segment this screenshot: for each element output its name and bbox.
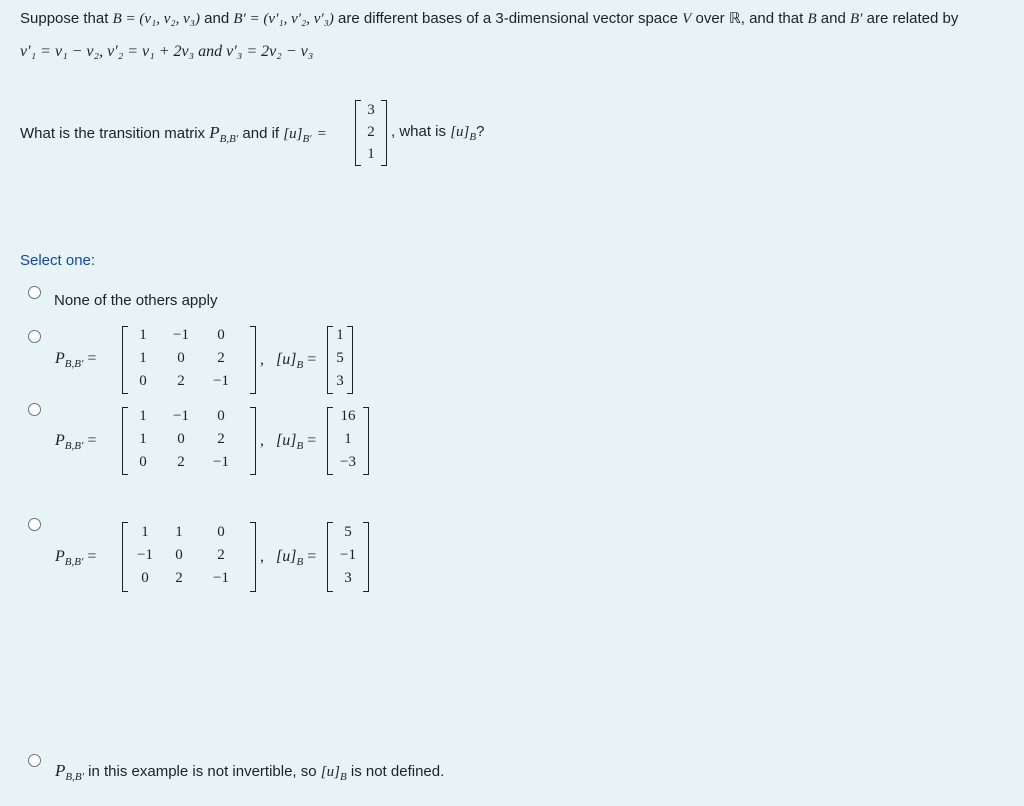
- option-2-matrix: [122, 326, 256, 394]
- matrix-cell: 0: [175, 547, 183, 563]
- option-4-vector: [327, 522, 369, 592]
- q-math: B′: [850, 11, 863, 27]
- u-symbol: [u]: [276, 351, 297, 368]
- q-math: ℝ: [728, 11, 741, 27]
- option-2-radio[interactable]: [28, 330, 41, 343]
- u-b-prime-vector: [355, 100, 387, 166]
- vector-cell: 1: [367, 146, 375, 162]
- matrix-cell: 0: [141, 570, 149, 586]
- matrix-cell: 0: [177, 350, 185, 366]
- q-text: , what is: [391, 123, 451, 140]
- eq-sign: =: [87, 432, 97, 449]
- u-sub: B: [339, 771, 347, 783]
- option-3-matrix: [122, 407, 256, 475]
- q-text: and if: [238, 125, 284, 142]
- u-sub: B: [296, 556, 304, 569]
- p-symbol: P: [55, 350, 65, 367]
- q-math: B: [807, 11, 817, 27]
- option-text: is not defined.: [346, 763, 445, 780]
- matrix-cell: −1: [213, 570, 229, 586]
- q-math: B = (v₁, v₂, v₃): [112, 11, 200, 27]
- q-text: ?: [476, 123, 485, 140]
- q-math: [u]: [283, 126, 303, 142]
- matrix-cell: 0: [217, 327, 225, 343]
- u-symbol: [u]: [320, 764, 340, 780]
- p-sub: B,B′: [65, 771, 84, 783]
- option-2-vector: [327, 326, 353, 394]
- q-text: What is the transition matrix: [20, 125, 210, 142]
- q-math: V: [682, 11, 692, 27]
- q-text: and: [199, 10, 234, 27]
- matrix-cell: 1: [139, 408, 147, 424]
- matrix-cell: 2: [217, 547, 225, 563]
- q-math: =: [317, 126, 327, 142]
- matrix-cell: −1: [173, 327, 189, 343]
- vector-cell: 2: [367, 124, 375, 140]
- option-1-text: None of the others apply: [54, 292, 218, 309]
- matrix-cell: 2: [177, 373, 185, 389]
- u-sub: B: [296, 440, 304, 453]
- q-text: and: [816, 10, 850, 27]
- vector-cell: 16: [340, 408, 356, 424]
- vector-cell: 1: [344, 431, 352, 447]
- matrix-cell: −1: [173, 408, 189, 424]
- matrix-cell: 1: [175, 524, 183, 540]
- eq-sign: =: [307, 351, 317, 368]
- option-5-radio[interactable]: [28, 754, 41, 767]
- matrix-cell: 0: [217, 524, 225, 540]
- option-4-u-label: [260, 548, 316, 568]
- matrix-cell: 2: [175, 570, 183, 586]
- option-3-vector: [327, 407, 369, 475]
- option-3-radio[interactable]: [28, 403, 41, 416]
- option-4-matrix: [122, 522, 256, 592]
- eq-sign: =: [307, 432, 317, 449]
- eq-sign: =: [87, 350, 97, 367]
- q-math-sub: B,B′: [219, 133, 239, 145]
- matrix-cell: 2: [217, 431, 225, 447]
- vector-cell: 1: [336, 327, 344, 343]
- option-3-P-label: [55, 432, 96, 452]
- p-sub: B,B′: [64, 440, 84, 453]
- matrix-cell: 2: [217, 350, 225, 366]
- p-symbol: P: [55, 761, 66, 780]
- comma: ,: [260, 548, 264, 565]
- u-sub: B: [296, 359, 304, 372]
- matrix-cell: 0: [177, 431, 185, 447]
- option-2-P-label: [55, 350, 96, 370]
- q-text: , and that: [740, 10, 808, 27]
- matrix-cell: 0: [217, 408, 225, 424]
- question-line-2: v′₁ = v₁ − v₂, v′₂ = v₁ + 2v₃ and v′₃ = 2v₂ − v₃: [20, 43, 314, 60]
- p-symbol: P: [55, 432, 65, 449]
- select-one-label: Select one:: [20, 252, 96, 269]
- matrix-cell: −1: [213, 373, 229, 389]
- option-1-radio[interactable]: [28, 286, 41, 299]
- q-text: over: [691, 10, 729, 27]
- q-text: are different bases of a 3-dimensional vector space: [333, 10, 683, 27]
- eq-sign: =: [307, 548, 317, 565]
- u-symbol: [u]: [276, 432, 297, 449]
- comma: ,: [260, 432, 264, 449]
- eq-sign: =: [87, 548, 97, 565]
- u-symbol: [u]: [276, 548, 297, 565]
- option-4-radio[interactable]: [28, 518, 41, 531]
- option-2-u-label: [260, 351, 316, 371]
- option-3-u-label: [260, 432, 316, 452]
- q-math-sub: B: [469, 131, 477, 143]
- option-4-P-label: [55, 548, 96, 568]
- matrix-cell: 1: [139, 431, 147, 447]
- q-math: [u]: [450, 124, 470, 140]
- q-math: P: [209, 123, 220, 142]
- matrix-cell: 1: [141, 524, 149, 540]
- option-text: in this example is not invertible, so: [84, 763, 321, 780]
- p-sub: B,B′: [64, 358, 84, 371]
- p-symbol: P: [55, 548, 65, 565]
- matrix-cell: −1: [137, 547, 153, 563]
- question-line-3-end: [391, 123, 484, 143]
- q-math: B′ = (v′₁, v′₂, v′₃): [233, 11, 334, 27]
- option-5-text: [55, 761, 444, 783]
- matrix-cell: 1: [139, 327, 147, 343]
- matrix-cell: −1: [213, 454, 229, 470]
- matrix-cell: 0: [139, 454, 147, 470]
- matrix-cell: 1: [139, 350, 147, 366]
- q-text: are related by: [862, 10, 959, 27]
- comma: ,: [260, 351, 264, 368]
- q-math-sub: B′: [302, 133, 312, 145]
- vector-cell: 5: [336, 350, 344, 366]
- matrix-cell: 2: [177, 454, 185, 470]
- q-text: Suppose that: [20, 10, 113, 27]
- vector-cell: 5: [344, 524, 352, 540]
- matrix-cell: 0: [139, 373, 147, 389]
- vector-cell: 3: [336, 373, 344, 389]
- vector-cell: 3: [344, 570, 352, 586]
- vector-cell: −1: [340, 547, 356, 563]
- question-line-1: [20, 9, 958, 28]
- question-line-3: [20, 123, 332, 145]
- vector-cell: 3: [367, 102, 375, 118]
- p-sub: B,B′: [64, 556, 84, 569]
- vector-cell: −3: [340, 454, 356, 470]
